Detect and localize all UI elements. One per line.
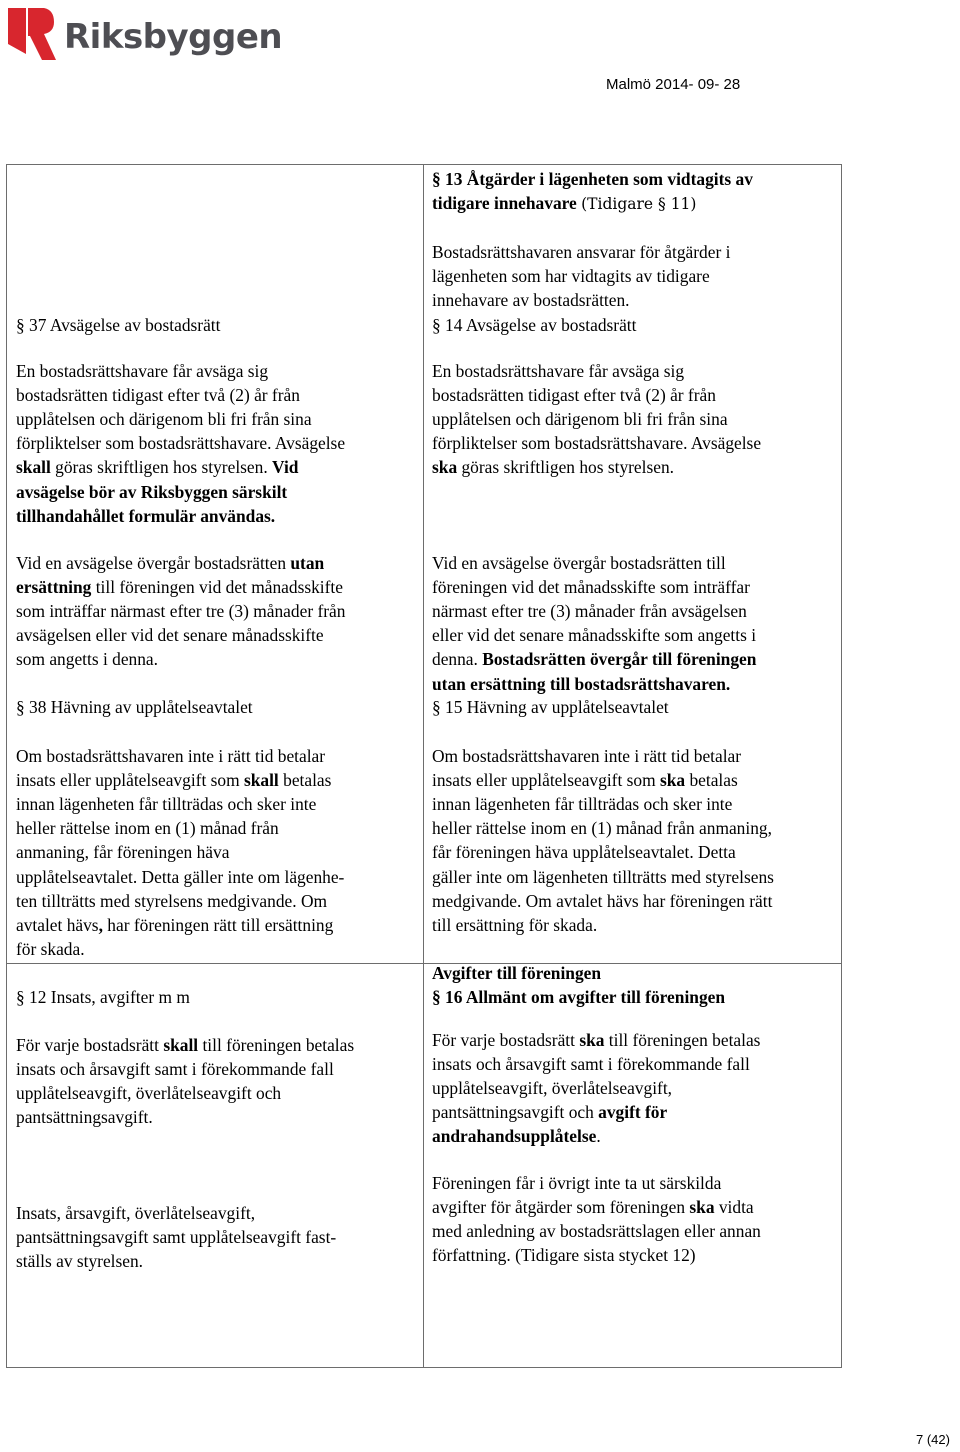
paragraph-line: författning. (Tidigare sista stycket 12) xyxy=(432,1245,696,1265)
section-12-heading: § 12 Insats, avgifter m m xyxy=(16,987,190,1007)
text-run: skall xyxy=(16,457,51,477)
text-run: betalas xyxy=(278,770,332,790)
text-run: , xyxy=(98,915,103,935)
paragraph-line: insats och årsavgift samt i förekommande fall xyxy=(16,1059,334,1079)
paragraph-line xyxy=(16,551,324,575)
paragraph-line: som inträffar närmast efter tre (3) månader från xyxy=(16,601,346,621)
paragraph-line: gäller inte om lägenheten tillträtts med styrelsens xyxy=(432,867,774,887)
paragraph-line: föreningen vid det månadsskifte som inträffar xyxy=(432,577,750,597)
paragraph-line: upplåtelseavtalet. Detta gäller inte om lägenhe- xyxy=(16,867,345,887)
text-run: ska xyxy=(579,1030,605,1050)
text-run: till föreningen vid det månadsskifte xyxy=(91,577,343,597)
paragraph-line: pantsättningsavgift samt upplåtelseavgift fast- xyxy=(16,1227,337,1247)
text-run: skall xyxy=(163,1035,199,1055)
paragraph-line: lägenheten som har vidtagits av tidigare xyxy=(432,266,710,286)
section-38-heading: § 38 Hävning av upplåtelseavtalet xyxy=(16,697,253,717)
paragraph-line: eller vid det senare månadsskifte som angetts i xyxy=(432,625,757,645)
paragraph-line: till ersättning för skada. xyxy=(432,915,598,935)
section-13-heading: § 13 Åtgärder i lägenheten som vidtagits av xyxy=(432,169,753,189)
paragraph-line: Om bostadsrättshavaren inte i rätt tid betalar xyxy=(16,746,326,766)
paragraph-line: En bostadsrättshavare får avsäga sig xyxy=(16,361,269,381)
text-run: ska xyxy=(689,1197,715,1217)
section-13-heading-2: tidigare innehavare xyxy=(432,193,577,213)
text-run: har föreningen rätt till ersättning xyxy=(102,915,334,935)
paragraph-line: Bostadsrättshavaren ansvarar för åtgärder i xyxy=(432,242,731,262)
text-run: utan xyxy=(290,553,325,573)
text-run: göras skriftligen hos styrelsen. xyxy=(50,457,273,477)
text-run: avtalet hävs xyxy=(16,915,99,935)
paragraph-line: förpliktelser som bostadsrättshavare. Avsägelse xyxy=(16,433,346,453)
paragraph-line: bostadsrätten tidigast efter två (2) år från xyxy=(16,385,300,405)
paragraph-line xyxy=(16,913,333,937)
paragraph-line: med anledning av bostadsrättslagen eller annan xyxy=(432,1221,761,1241)
text-run: ska xyxy=(659,770,686,790)
paragraph-line xyxy=(432,1195,754,1219)
text-run: betalas xyxy=(685,770,738,790)
paragraph-line: innan lägenheten får tillträdas och sker inte xyxy=(432,794,733,814)
paragraph-line: Föreningen får i övrigt inte ta ut särskilda xyxy=(432,1173,722,1193)
paragraph-line: innehavare av bostadsrätten. xyxy=(432,290,630,310)
text-run: För varje bostadsrätt xyxy=(432,1030,580,1050)
paragraph-line: som angetts i denna. xyxy=(16,649,158,669)
paragraph-line xyxy=(432,1100,667,1124)
paragraph-line: Om bostadsrättshavaren inte i rätt tid betalar xyxy=(432,746,742,766)
paragraph-line: Vid en avsägelse övergår bostadsrätten till xyxy=(432,553,726,573)
paragraph-line: ten tillträtts med styrelsens medgivande. Om xyxy=(16,891,328,911)
section-16-heading: § 16 Allmänt om avgifter till föreningen xyxy=(432,987,726,1007)
paragraph-line: upplåtelseavgift, överlåtelseavgift och xyxy=(16,1083,282,1103)
document-date: Malmö 2014- 09- 28 xyxy=(606,76,741,93)
paragraph-line: upplåtelseavgift, överlåtelseavgift, xyxy=(432,1078,672,1098)
text-run: insats eller upplåtelseavgift som xyxy=(432,770,660,790)
row-divider xyxy=(7,963,841,964)
text-run: vidta xyxy=(714,1197,754,1217)
section-13-heading-line-2 xyxy=(432,191,696,216)
paragraph-line: får föreningen häva upplåtelseavtalet. Detta xyxy=(432,842,736,862)
paragraph-line: innan lägenheten får tillträdas och sker inte xyxy=(16,794,317,814)
text-run: andrahandsupplåtelse xyxy=(432,1126,597,1146)
section-15-heading: § 15 Hävning av upplåtelseavtalet xyxy=(432,697,669,717)
text-run: insats eller upplåtelseavgift som xyxy=(16,770,244,790)
paragraph-line: heller rättelse inom en (1) månad från xyxy=(16,818,279,838)
paragraph-line: insats och årsavgift samt i förekommande fall xyxy=(432,1054,750,1074)
paragraph-line: anmaning, får föreningen häva xyxy=(16,842,230,862)
section-14-heading: § 14 Avsägelse av bostadsrätt xyxy=(432,315,637,335)
text-run: För varje bostadsrätt xyxy=(16,1035,164,1055)
paragraph-line xyxy=(432,455,674,479)
column-divider xyxy=(423,165,424,1367)
text-run: ersättning xyxy=(16,577,92,597)
text-run: avgift för xyxy=(598,1102,668,1122)
paragraph-line: En bostadsrättshavare får avsäga sig xyxy=(432,361,685,381)
text-run: avgifter för åtgärder som föreningen xyxy=(432,1197,690,1217)
paragraph-line: avsägelsen eller vid det senare månadsskifte xyxy=(16,625,324,645)
section-13-heading-ref: (Tidigare § 11) xyxy=(581,195,697,213)
paragraph-line: närmast efter tre (3) månader från avsägelsen xyxy=(432,601,747,621)
logo-wordmark: Riksbyggen xyxy=(64,17,283,57)
riksbyggen-logo xyxy=(4,6,284,64)
paragraph-line: medgivande. Om avtalet hävs har föreningen rätt xyxy=(432,891,773,911)
paragraph-line: upplåtelsen och därigenom bli fri från sina xyxy=(16,409,312,429)
text-run: Bostadsrätten övergår till föreningen xyxy=(482,649,757,669)
paragraph-line: bostadsrätten tidigast efter två (2) år från xyxy=(432,385,716,405)
section-37-heading: § 37 Avsägelse av bostadsrätt xyxy=(16,315,221,335)
paragraph-line xyxy=(432,1124,601,1148)
text-run: till föreningen betalas xyxy=(604,1030,761,1050)
page-number: 7 (42) xyxy=(916,1432,950,1447)
text-run: göras skriftligen hos styrelsen. xyxy=(457,457,675,477)
riksbyggen-emblem-icon xyxy=(4,6,60,64)
paragraph-line: utan ersättning till bostadsrättshavaren. xyxy=(432,674,731,694)
paragraph-line xyxy=(432,647,756,671)
paragraph-line xyxy=(16,575,343,599)
paragraph-line: pantsättningsavgift. xyxy=(16,1107,153,1127)
paragraph-line xyxy=(432,1028,760,1052)
text-run: denna. xyxy=(432,649,483,669)
paragraph-line: tillhandahållet formulär användas. xyxy=(16,506,276,526)
text-run: pantsättningsavgift och xyxy=(432,1102,599,1122)
paragraph-line xyxy=(16,768,331,792)
paragraph-line: upplåtelsen och därigenom bli fri från sina xyxy=(432,409,728,429)
paragraph-line: Insats, årsavgift, överlåtelseavgift, xyxy=(16,1203,256,1223)
paragraph-line: heller rättelse inom en (1) månad från anmaning, xyxy=(432,818,772,838)
paragraph-line: förpliktelser som bostadsrättshavare. Avsägelse xyxy=(432,433,762,453)
text-run: ska xyxy=(432,457,458,477)
text-run: skall xyxy=(243,770,279,790)
text-run: Vid xyxy=(272,457,299,477)
paragraph-line: för skada. xyxy=(16,939,85,959)
text-run: Vid en avsägelse övergår bostadsrätten xyxy=(16,553,291,573)
paragraph-line xyxy=(16,1033,354,1057)
avgifter-heading: Avgifter till föreningen xyxy=(432,963,602,983)
paragraph-line: ställs av styrelsen. xyxy=(16,1251,144,1271)
text-run: . xyxy=(596,1126,601,1146)
paragraph-line xyxy=(16,455,298,479)
paragraph-line: avsägelse bör av Riksbyggen särskilt xyxy=(16,482,288,502)
text-run: till föreningen betalas xyxy=(198,1035,355,1055)
paragraph-line xyxy=(432,768,738,792)
